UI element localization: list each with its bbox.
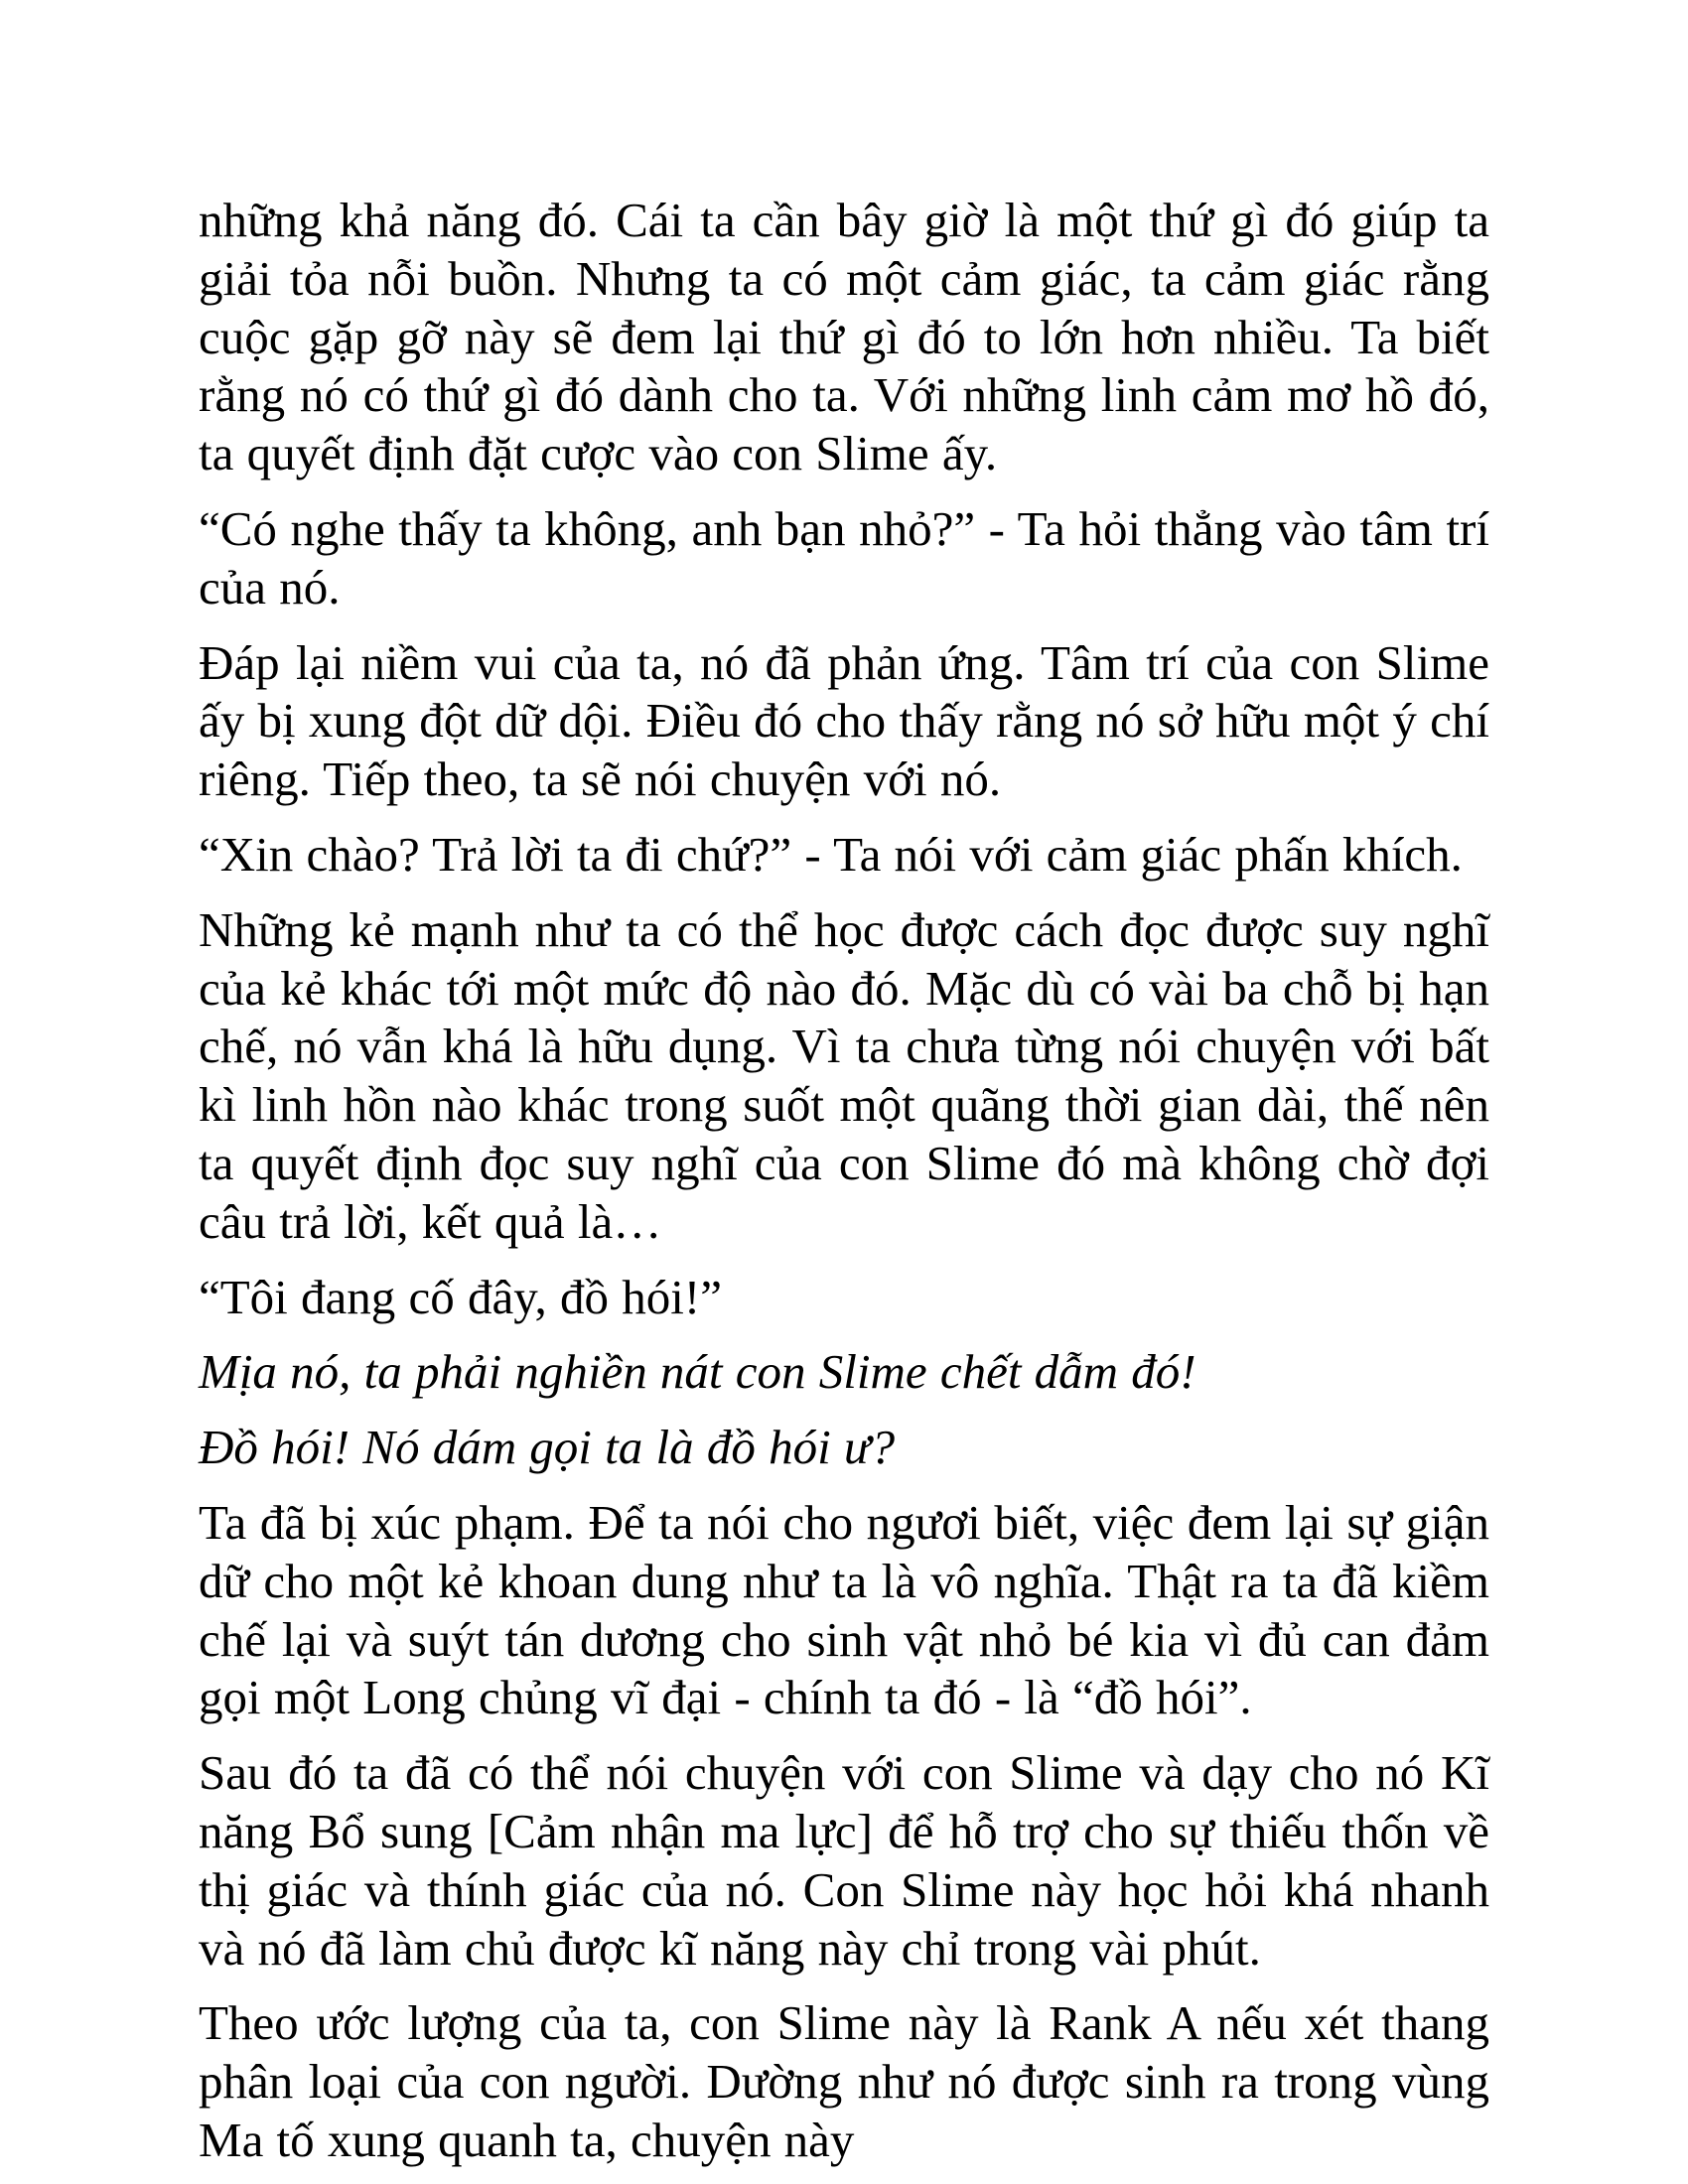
paragraph: Đồ hói! Nó dám gọi ta là đồ hói ư? (199, 1420, 896, 1475)
paragraph: Theo ước lượng của ta, con Slime này là Rank A nếu xét thang phân loại của con người. Dường như nó được sinh ra trong vùng Ma tố xung quanh ta, chuyện này (199, 1995, 1489, 2167)
page-text-block (199, 192, 1489, 2170)
paragraph: Mịa nó, ta phải nghiền nát con Slime chết dẫm đó! (199, 1344, 1196, 1400)
paragraph: “Xin chào? Trả lời ta đi chứ?” - Ta nói với cảm giác phấn khích. (199, 826, 1463, 882)
paragraph: “Tôi đang cố đây, đồ hói!” (199, 1269, 722, 1324)
paragraph: “Có nghe thấy ta không, anh bạn nhỏ?” - Ta hỏi thẳng vào tâm trí của nó. (199, 500, 1489, 614)
paragraph: Ta đã bị xúc phạm. Để ta nói cho ngươi biết, việc đem lại sự giận dữ cho một kẻ khoan dung như ta là vô nghĩa. Thật ra ta đã kiềm chế lại và suýt tán dương cho sinh vật nhỏ bé kia vì đủ can đảm gọi một Long chủng vĩ đại - chính ta đó - là “đồ hói”. (199, 1494, 1489, 1725)
paragraph: Đáp lại niềm vui của ta, nó đã phản ứng. Tâm trí của con Slime ấy bị xung đột dữ dội. Điều đó cho thấy rằng nó sở hữu một ý chí riêng. Tiếp theo, ta sẽ nói chuyện với nó. (199, 634, 1489, 807)
paragraph: Những kẻ mạnh như ta có thể học được cách đọc được suy nghĩ của kẻ khác tới một mức độ nào đó. Mặc dù có vài ba chỗ bị hạn chế, nó vẫn khá là hữu dụng. Vì ta chưa từng nói chuyện với bất kì linh hồn nào khác trong suốt một quãng thời gian dài, thế nên ta quyết định đọc suy nghĩ của con Slime đó mà không chờ đợi câu trả lời, kết quả là… (199, 901, 1489, 1249)
paragraph: Sau đó ta đã có thể nói chuyện với con Slime và dạy cho nó Kĩ năng Bổ sung [Cảm nhận ma lực] để hỗ trợ cho sự thiếu thốn về thị giác và thính giác của nó. Con Slime này học hỏi khá nhanh và nó đã làm chủ được kĩ năng này chỉ trong vài phút. (199, 1745, 1489, 1976)
paragraph: những khả năng đó. Cái ta cần bây giờ là một thứ gì đó giúp ta giải tỏa nỗi buồn. Nhưng ta có một cảm giác, ta cảm giác rằng cuộc gặp gỡ này sẽ đem lại thứ gì đó to lớn hơn nhiều. Ta biết rằng nó có thứ gì đó dành cho ta. Với những linh cảm mơ hồ đó, ta quyết định đặt cược vào con Slime ấy. (199, 193, 1489, 481)
